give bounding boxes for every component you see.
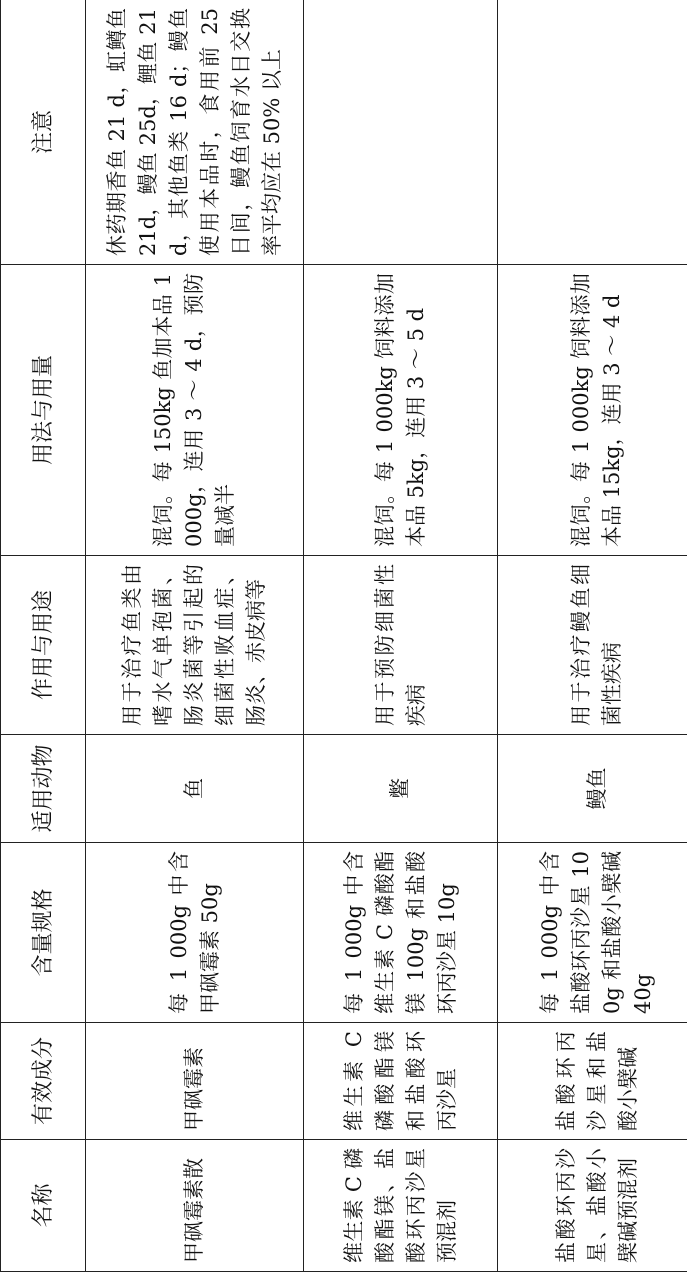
cell-usage: 用于治疗鱼类由嗜水气单孢菌、肠炎菌等引起的细菌性败血症、肠炎、赤皮病等 xyxy=(86,556,304,735)
cell-name: 维生素 C 磷酸酯镁、盐酸环丙沙星预混剂 xyxy=(304,1140,498,1272)
cell-name: 甲砜霉素散 xyxy=(86,1140,304,1272)
cell-animal: 鱼 xyxy=(86,735,304,843)
cell-dosage: 混饲。每 1 000kg 饲料添加本品 15kg，连用 3 ～ 4 d xyxy=(498,265,687,556)
header-animal: 适用动物 xyxy=(1,735,86,843)
cell-spec: 每 1 000g 中含盐酸环丙沙星 100g 和盐酸小檗碱 40g xyxy=(498,843,687,1023)
cell-dosage: 混饲。每 150kg 鱼加本品 1 000g，连用 3 ～ 4 d，预防量减半 xyxy=(86,265,304,556)
table-row xyxy=(304,0,498,1272)
cell-note xyxy=(304,0,498,265)
header-dosage: 用法与用量 xyxy=(1,265,86,556)
cell-usage: 用于预防细菌性疾病 xyxy=(304,556,498,735)
cell-dosage: 混饲。每 1 000kg 饲料添加本品 5kg，连用 3 ～ 5 d xyxy=(304,265,498,556)
cell-spec: 每 1 000g 中含甲砜霉素 50g xyxy=(86,843,304,1023)
cell-animal: 鳖 xyxy=(304,735,498,843)
header-name: 名称 xyxy=(1,1140,86,1272)
cell-note: 休药期香鱼 21 d，虹鳟鱼 21d，鳗鱼 25d，鲤鱼 21d，其他鱼类 16 d；鳗鱼使用本品时，食用前 25 日间，鳗鱼饲育水日交换率平均应在 50% 以上 xyxy=(86,0,304,265)
header-spec: 含量规格 xyxy=(1,843,86,1023)
cell-ingredient: 盐酸环丙沙星和盐酸小檗碱 xyxy=(498,1023,687,1140)
table-row xyxy=(86,0,304,1272)
cell-name: 盐酸环丙沙星、盐酸小檗碱预混剂 xyxy=(498,1140,687,1272)
cell-ingredient: 维生素 C 磷酸酯镁和盐酸环丙沙星 xyxy=(304,1023,498,1140)
cell-ingredient: 甲砜霉素 xyxy=(86,1023,304,1140)
header-ingredient: 有效成分 xyxy=(1,1023,86,1140)
cell-animal: 鳗鱼 xyxy=(498,735,687,843)
cell-note xyxy=(498,0,687,265)
header-row xyxy=(1,0,86,1272)
header-note: 注意 xyxy=(1,0,86,265)
header-usage: 作用与用途 xyxy=(1,556,86,735)
table-row xyxy=(498,0,687,1272)
cell-usage: 用于治疗鳗鱼细菌性疾病 xyxy=(498,556,687,735)
cell-spec: 每 1 000g 中含维生素 C 磷酸酯镁 100g 和盐酸环丙沙星 10g xyxy=(304,843,498,1023)
